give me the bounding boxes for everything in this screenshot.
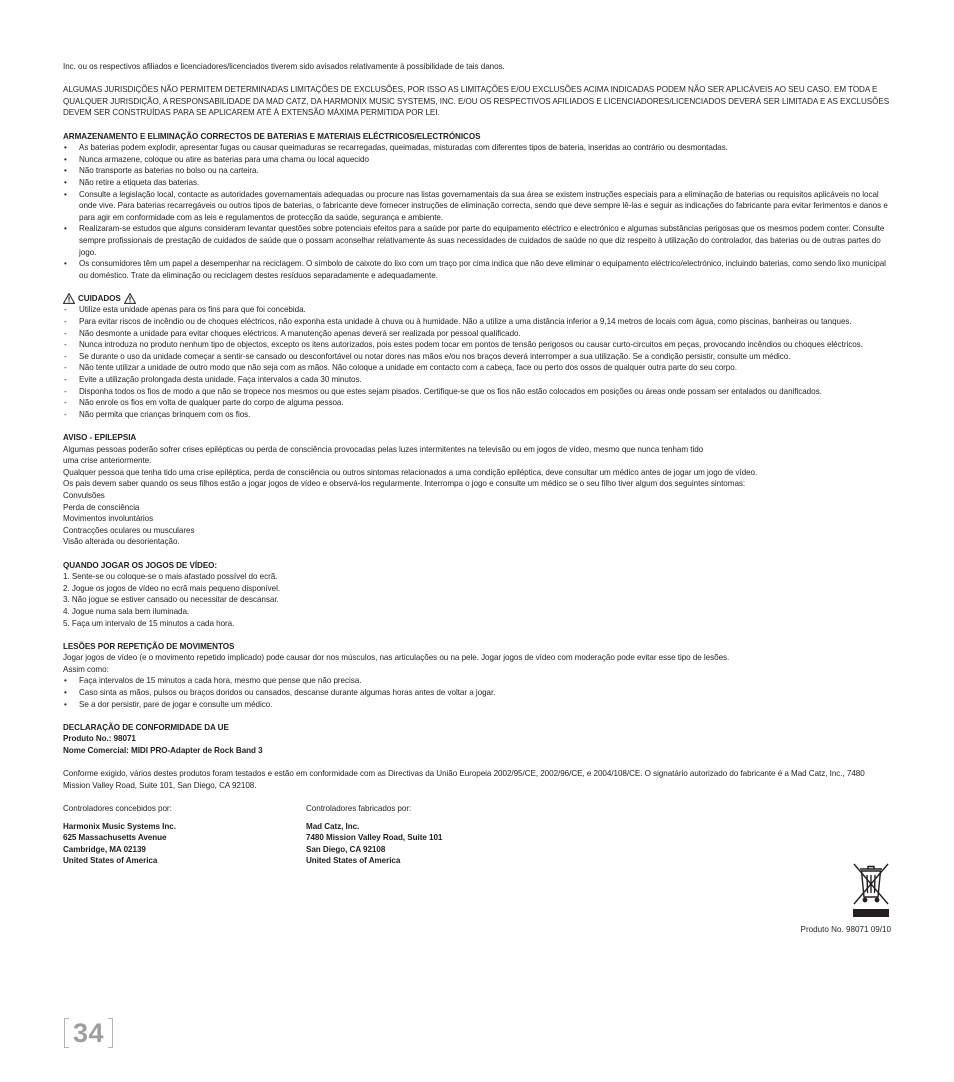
batteries-heading: ARMAZENAMENTO E ELIMINAÇÃO CORRECTOS DE BATERIAS E MATERIAIS ELÉCTRICOS/ELECTRÓNICOS	[63, 131, 481, 141]
list-item: - Para evitar riscos de incêndio ou de choques eléctricos, não exponha esta unidade à chuva ou à humidade. Não a utilize a uma distância inferior a 9,14 metros de locais com água, como piscinas, banheiras ou tanques.	[64, 317, 852, 327]
address-line: 625 Massachusetts Avenue	[63, 833, 167, 843]
list-item: - Se durante o uso da unidade começar a sentir-se cansado ou desconfortável ou notar dores nas mãos e/ou nos braços deverá interromper a sua utilização. Se a condição persistir, consulte um médico.	[64, 351, 791, 361]
trade-name: Nome Comercial: MIDI PRO-Adapter de Rock Band 3	[63, 746, 263, 756]
list-item: • Os consumidores têm um papel a desempenhar na reciclagem. O símbolo de caixote do lixo com um traço por cima indica que não deve eliminar o equipamento eléctrico/electrónico, incluindo baterias, como sendo lixo municipal ou doméstico. Trate da eliminação ou reciclagem destes resíduos separadamente e adequadamente.	[64, 259, 886, 280]
product-number: Produto No.: 98071	[63, 734, 136, 744]
epilepsy-line: Os pais devem saber quando os seus filhos estão a jogar jogos de vídeo e observá-los regularmente. Interrompa o jogo e consulte um médico se o seu filho tiver algum dos seguintes sintomas:	[63, 479, 746, 489]
list-item: • Caso sinta as mãos, pulsos ou braços doridos ou cansados, descanse durante algumas horas antes de voltar a jogar.	[64, 688, 496, 698]
list-item: • Não transporte as baterias no bolso ou na carteira.	[64, 166, 259, 176]
list-item: • Se a dor persistir, pare de jogar e consulte um médico.	[64, 699, 273, 709]
list-item: • Não retire a etiqueta das baterias.	[64, 177, 200, 187]
rsi-list	[63, 675, 891, 710]
playing-step: 5. Faça um intervalo de 15 minutos a cada hora.	[63, 618, 235, 628]
addresses	[63, 803, 891, 867]
manufacturer-label: Controladores fabricados por:	[306, 804, 412, 813]
conformity-text: Conforme exigido, vários destes produtos foram testados e estão em conformidade com as Directivas da União Europeia 2002/95/CE, 2002/96/CE, e 2004/108/CE. O signatário autorizado do fabricante é a Mad Catz, Inc., 7480 Mission Valley Road, Suite 101, San Diego, CA 92108.	[63, 769, 865, 790]
epilepsy-line: Algumas pessoas poderão sofrer crises epilépticas ou perda de consciência provocadas pelas luzes intermitentes na televisão ou em jogos de vídeo, mesmo que nunca tenham tido	[63, 444, 704, 454]
page-number	[64, 1018, 113, 1048]
address-line: United States of America	[63, 856, 158, 866]
page-number-bracket	[64, 1018, 69, 1048]
list-item: - Nunca introduza no produto nenhum tipo de objectos, excepto os itens autorizados, pois estes podem tocar em pontos de tensão perigosos ou causar curto-circuitos em peças, provocando incêndios ou choques eléctricos.	[64, 340, 863, 350]
rsi-text: Assim como:	[63, 664, 109, 674]
playing-step: 4. Jogue numa sala bem iluminada.	[63, 606, 190, 616]
conformity-heading: DECLARAÇÃO DE CONFORMIDADE DA UE	[63, 722, 229, 732]
manufacturer-address	[306, 803, 606, 867]
list-item: • Faça intervalos de 15 minutos a cada hora, mesmo que pense que não precisa.	[64, 676, 362, 686]
list-item: • Nunca armazene, coloque ou atire as baterias para uma chama ou local aquecido	[64, 154, 369, 164]
list-item: - Evite a utilização prolongada desta unidade. Faça intervalos a cada 30 minutos.	[64, 375, 362, 385]
playing-step: 2. Jogue os jogos de vídeo no ecrã mais pequeno disponível.	[63, 583, 281, 593]
epilepsy-line: Qualquer pessoa que tenha tido uma crise epiléptica, perda de consciência ou outros sintomas relacionados a uma condição epiléptica, deve consultar um médico antes de jogar um jogo de vídeo.	[63, 467, 758, 477]
warning-triangle-icon	[63, 293, 75, 304]
address-line: Harmonix Music Systems Inc.	[63, 821, 176, 831]
epilepsy-symptom: Movimentos involuntários	[63, 514, 154, 524]
warning-triangle-icon	[124, 293, 136, 304]
address-line: Cambridge, MA 02139	[63, 844, 146, 854]
rsi-heading: LESÕES POR REPETIÇÃO DE MOVIMENTOS	[63, 641, 235, 651]
list-item: - Não tente utilizar a unidade de outro modo que não seja com as mãos. Não coloque a unidade em contacto com a cabeça, face ou perto dos ossos de qualquer outra parte do seu corpo.	[64, 363, 737, 373]
epilepsy-symptom: Contracções oculares ou musculares	[63, 525, 195, 535]
list-item: - Não enrole os fios em volta de qualquer parte do corpo de alguma pessoa.	[64, 398, 344, 408]
list-item: - Não desmonte a unidade para evitar choques eléctricos. A manutenção apenas deverá ser realizada por pessoal qualificado.	[64, 328, 521, 338]
caution-title: CUIDADOS	[78, 293, 121, 303]
address-line: Mad Catz, Inc.	[306, 821, 360, 831]
liability-paragraph: ALGUMAS JURISDIÇÕES NÃO PERMITEM DETERMINADAS LIMITAÇÕES DE EXCLUSÕES, POR ISSO AS LIMITAÇÕES E/OU EXCLUSÕES ACIMA INDICADAS PODEM NÃO SER APLICÁVEIS AO SEU CASO. EM TODA E QUALQUER JURISDIÇÃO, A RESPONSABILIDADE DA MAD CATZ, DA HARMONIX MUSIC SYSTEMS, INC. E/OU OS RESPECTIVOS AFILIADOS E LICENCIADORES/LICENCIADOS DEVERÁ SER LIMITADA E AS EXCLUSÕES DEVEM SER CONSTRUÍDAS PARA SE APLICAREM ATÉ À EXTENSÃO MÁXIMA PERMITIDA POR LEI.	[63, 85, 890, 118]
page-number-bracket	[108, 1018, 113, 1048]
list-item: • Consulte a legislação local, contacte as autoridades governamentais adequadas ou procure nas listas governamentais da sua área se existem instruções especiais para a eliminação de baterias ou requisitos aplicáveis no local onde vive. Para baterias recarregáveis ou outros tipos de baterias, o fabricante deve fornecer instruções de eliminação correcta, sendo que deve sempre lê-las e seguir as indicações do fabricante para evitar ferimentos e danos e para agir em conformidade com as leis e regulamentos de protecção da saúde, segurança e ambiente.	[64, 189, 888, 222]
product-code: Produto No. 98071 09/10	[800, 925, 891, 934]
crossed-out-wheelie-bin-icon	[851, 860, 891, 918]
rsi-text: Jogar jogos de vídeo (e o movimento repetido implicado) pode causar dor nos músculos, nas articulações ou na pele. Jogar jogos de vídeo com moderação pode evitar esse tipo de lesões.	[63, 653, 730, 663]
address-line: United States of America	[306, 856, 401, 866]
playing-heading: QUANDO JOGAR OS JOGOS DE VÍDEO:	[63, 560, 218, 570]
caution-heading	[63, 293, 891, 305]
intro-line: Inc. ou os respectivos afiliados e licenciadores/licenciados tiverem sido avisados relativamente à possibilidade de tais danos.	[63, 62, 505, 71]
list-item: • As baterias podem explodir, apresentar fugas ou causar queimaduras se recarregadas, queimadas, misturadas com diferentes tipos de bateria, inseridas ao contrário ou desmontadas.	[64, 143, 728, 153]
batteries-list	[63, 142, 891, 281]
list-item: - Não permita que crianças brinquem com os fios.	[64, 409, 251, 419]
caution-list	[63, 304, 891, 420]
list-item: • Realizaram-se estudos que alguns consideram levantar questões sobre potenciais efeitos para a saúde por parte do equipamento eléctrico e electrónico e algumas substâncias perigosas que os mesmos podem conter. Consulte sempre profissionais de prestação de cuidados de saúde que o possam aconselhar relativamente às suas necessidades de cuidados de saúde no que diz respeito à utilização do controlador, das baterias ou de outras partes do jogo.	[64, 224, 885, 257]
epilepsy-heading: AVISO - EPILEPSIA	[63, 433, 137, 442]
address-line: San Diego, CA 92108	[306, 844, 386, 854]
epilepsy-symptom: Perda de consciência	[63, 502, 140, 512]
page-content	[63, 61, 891, 867]
designer-address	[63, 803, 306, 867]
epilepsy-symptom: Convulsões	[63, 490, 105, 500]
playing-step: 3. Não jogue se estiver cansado ou necessitar de descansar.	[63, 595, 279, 605]
epilepsy-symptom: Visão alterada ou desorientação.	[63, 537, 180, 547]
page-number-value: 34	[73, 1017, 105, 1048]
playing-step: 1. Sente-se ou coloque-se o mais afastado possível do ecrã.	[63, 572, 278, 582]
epilepsy-line: uma crise anteriormente.	[63, 456, 152, 466]
list-item: - Utilize esta unidade apenas para os fins para que foi concebida.	[64, 305, 306, 315]
list-item: - Disponha todos os fios de modo a que não se tropece nos mesmos ou que estes sejam pisados. Certifique-se que os fios não estão colocados em posições ou áreas onde possam ser entalados ou danificados.	[64, 386, 822, 396]
designer-label: Controladores concebidos por:	[63, 804, 172, 813]
address-line: 7480 Mission Valley Road, Suite 101	[306, 833, 443, 843]
